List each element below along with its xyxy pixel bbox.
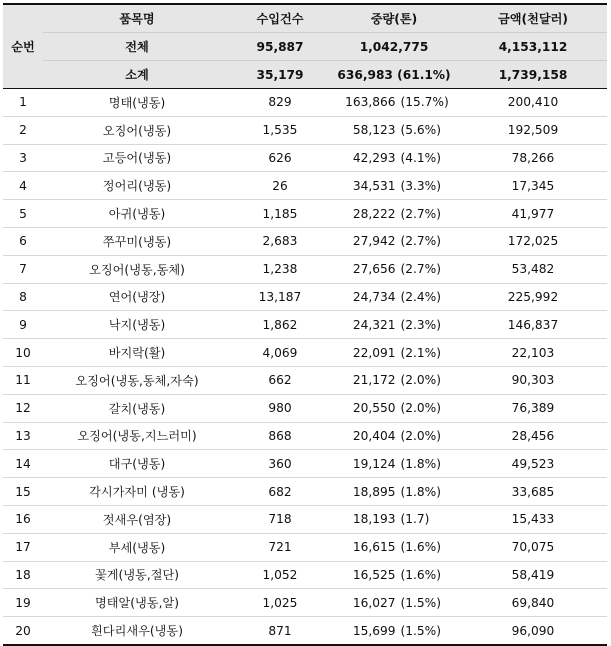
- row-num: 18: [3, 561, 43, 589]
- subtotal-label: 소계: [43, 61, 231, 89]
- row-num: 9: [3, 311, 43, 339]
- table-body: [3, 89, 607, 645]
- row-weight: 24,321: [352, 317, 396, 332]
- row-amount: 192,509: [459, 116, 607, 144]
- total-weight: 1,042,775: [329, 33, 459, 61]
- row-item: 연어(냉장): [43, 283, 231, 311]
- row-weight-cell: [329, 116, 459, 144]
- row-num: 3: [3, 144, 43, 172]
- row-count: 1,025: [231, 589, 329, 617]
- row-count: 829: [231, 89, 329, 117]
- row-weight-cell: [329, 144, 459, 172]
- row-item: 오징어(냉동,지느러미): [43, 422, 231, 450]
- row-num: 4: [3, 172, 43, 200]
- row-num: 7: [3, 255, 43, 283]
- row-count: 26: [231, 172, 329, 200]
- row-amount: 58,419: [459, 561, 607, 589]
- row-amount: 172,025: [459, 227, 607, 255]
- table-row: [3, 172, 607, 200]
- row-num: 1: [3, 89, 43, 117]
- row-weight: 18,193: [352, 512, 396, 527]
- row-pct: (5.6%): [400, 123, 441, 138]
- row-item: 쭈꾸미(냉동): [43, 227, 231, 255]
- subtotal-weight-cell: [329, 61, 459, 89]
- table-row: [3, 116, 607, 144]
- row-weight-cell: [329, 589, 459, 617]
- row-amount: 70,075: [459, 533, 607, 561]
- row-item: 오징어(냉동,동체): [43, 255, 231, 283]
- row-num: 11: [3, 366, 43, 394]
- row-num: 20: [3, 617, 43, 645]
- row-item: 오징어(냉동): [43, 116, 231, 144]
- row-amount: 225,992: [459, 283, 607, 311]
- total-row: [3, 33, 607, 61]
- row-weight-cell: [329, 533, 459, 561]
- header-amount: 금액(천달러): [459, 4, 607, 33]
- row-item: 오징어(냉동,동체,자숙): [43, 366, 231, 394]
- row-item: 정어리(냉동): [43, 172, 231, 200]
- row-amount: 15,433: [459, 505, 607, 533]
- row-item: 아귀(냉동): [43, 200, 231, 228]
- row-weight: 58,123: [352, 123, 396, 138]
- total-amount: 4,153,112: [459, 33, 607, 61]
- row-count: 682: [231, 478, 329, 506]
- row-pct: (2.7%): [400, 234, 441, 249]
- row-pct: (2.7%): [400, 262, 441, 277]
- row-weight: 28,222: [352, 206, 396, 221]
- row-count: 718: [231, 505, 329, 533]
- row-weight-cell: [329, 450, 459, 478]
- row-pct: (1.5%): [400, 623, 441, 638]
- row-weight: 27,942: [352, 234, 396, 249]
- row-num: 16: [3, 505, 43, 533]
- row-weight: 27,656: [352, 262, 396, 277]
- row-item: 흰다리새우(냉동): [43, 617, 231, 645]
- row-num: 5: [3, 200, 43, 228]
- table-row: [3, 200, 607, 228]
- row-amount: 41,977: [459, 200, 607, 228]
- table-row: [3, 533, 607, 561]
- row-pct: (1.7): [400, 512, 430, 527]
- subtotal-row: [3, 61, 607, 89]
- table-row: [3, 505, 607, 533]
- row-weight: 16,615: [352, 540, 396, 555]
- header-num: 순번: [3, 4, 43, 89]
- table-row: [3, 89, 607, 117]
- header-count: 수입건수: [231, 4, 329, 33]
- row-amount: 90,303: [459, 366, 607, 394]
- row-weight-cell: [329, 366, 459, 394]
- table-row: [3, 311, 607, 339]
- row-count: 13,187: [231, 283, 329, 311]
- row-num: 17: [3, 533, 43, 561]
- table-row: [3, 366, 607, 394]
- row-pct: (3.3%): [400, 178, 441, 193]
- row-count: 1,238: [231, 255, 329, 283]
- table-row: [3, 339, 607, 367]
- row-amount: 76,389: [459, 394, 607, 422]
- row-num: 8: [3, 283, 43, 311]
- row-weight-cell: [329, 227, 459, 255]
- row-weight: 21,172: [352, 373, 396, 388]
- total-label: 전체: [43, 33, 231, 61]
- row-weight-cell: [329, 200, 459, 228]
- row-pct: (1.6%): [400, 567, 441, 582]
- row-weight: 19,124: [352, 456, 396, 471]
- row-weight-cell: [329, 478, 459, 506]
- subtotal-weight: 636,983: [337, 67, 393, 82]
- row-count: 1,535: [231, 116, 329, 144]
- row-amount: 17,345: [459, 172, 607, 200]
- row-pct: (2.1%): [400, 345, 441, 360]
- row-weight-cell: [329, 394, 459, 422]
- row-pct: (2.4%): [400, 289, 441, 304]
- import-table: [3, 3, 607, 646]
- row-weight-cell: [329, 89, 459, 117]
- row-count: 980: [231, 394, 329, 422]
- row-weight: 163,866: [345, 95, 396, 110]
- row-weight: 22,091: [352, 345, 396, 360]
- row-item: 바지락(활): [43, 339, 231, 367]
- row-weight-cell: [329, 311, 459, 339]
- row-pct: (4.1%): [400, 150, 441, 165]
- row-amount: 28,456: [459, 422, 607, 450]
- row-weight: 42,293: [352, 150, 396, 165]
- row-count: 4,069: [231, 339, 329, 367]
- table-row: [3, 394, 607, 422]
- row-count: 1,862: [231, 311, 329, 339]
- row-num: 10: [3, 339, 43, 367]
- row-weight: 16,027: [352, 595, 396, 610]
- table-row: [3, 144, 607, 172]
- table-row: [3, 255, 607, 283]
- row-weight-cell: [329, 505, 459, 533]
- table-row: [3, 478, 607, 506]
- row-count: 871: [231, 617, 329, 645]
- row-num: 14: [3, 450, 43, 478]
- row-count: 2,683: [231, 227, 329, 255]
- table-row: [3, 283, 607, 311]
- row-amount: 78,266: [459, 144, 607, 172]
- row-weight-cell: [329, 172, 459, 200]
- row-num: 6: [3, 227, 43, 255]
- row-amount: 33,685: [459, 478, 607, 506]
- row-count: 662: [231, 366, 329, 394]
- row-pct: (2.0%): [400, 428, 441, 443]
- row-pct: (15.7%): [400, 95, 449, 110]
- subtotal-pct: (61.1%): [397, 67, 451, 82]
- row-amount: 49,523: [459, 450, 607, 478]
- row-pct: (1.6%): [400, 540, 441, 555]
- total-count: 95,887: [231, 33, 329, 61]
- row-count: 626: [231, 144, 329, 172]
- row-weight: 15,699: [352, 623, 396, 638]
- row-weight-cell: [329, 422, 459, 450]
- row-amount: 69,840: [459, 589, 607, 617]
- row-item: 명태(냉동): [43, 89, 231, 117]
- row-pct: (1.5%): [400, 595, 441, 610]
- row-item: 대구(냉동): [43, 450, 231, 478]
- row-weight-cell: [329, 561, 459, 589]
- row-weight-cell: [329, 617, 459, 645]
- row-weight: 24,734: [352, 289, 396, 304]
- row-item: 명태알(냉동,알): [43, 589, 231, 617]
- subtotal-count: 35,179: [231, 61, 329, 89]
- header-item: 품목명: [43, 4, 231, 33]
- table-header: [3, 4, 607, 89]
- row-weight: 20,404: [352, 428, 396, 443]
- row-pct: (2.7%): [400, 206, 441, 221]
- row-amount: 146,837: [459, 311, 607, 339]
- row-count: 868: [231, 422, 329, 450]
- row-amount: 96,090: [459, 617, 607, 645]
- row-weight-cell: [329, 283, 459, 311]
- row-item: 고등어(냉동): [43, 144, 231, 172]
- row-count: 1,052: [231, 561, 329, 589]
- row-item: 각시가자미 (냉동): [43, 478, 231, 506]
- row-weight: 20,550: [352, 401, 396, 416]
- row-weight-cell: [329, 339, 459, 367]
- row-num: 19: [3, 589, 43, 617]
- row-item: 갈치(냉동): [43, 394, 231, 422]
- table-row: [3, 561, 607, 589]
- table-row: [3, 617, 607, 645]
- row-pct: (2.0%): [400, 373, 441, 388]
- row-weight: 18,895: [352, 484, 396, 499]
- row-count: 360: [231, 450, 329, 478]
- row-amount: 22,103: [459, 339, 607, 367]
- row-num: 12: [3, 394, 43, 422]
- header-weight: 중량(톤): [329, 4, 459, 33]
- row-pct: (2.3%): [400, 317, 441, 332]
- row-item: 부세(냉동): [43, 533, 231, 561]
- subtotal-amount: 1,739,158: [459, 61, 607, 89]
- row-num: 2: [3, 116, 43, 144]
- row-pct: (2.0%): [400, 401, 441, 416]
- row-item: 낙지(냉동): [43, 311, 231, 339]
- row-amount: 200,410: [459, 89, 607, 117]
- row-count: 721: [231, 533, 329, 561]
- table-row: [3, 589, 607, 617]
- row-weight-cell: [329, 255, 459, 283]
- table-row: [3, 450, 607, 478]
- row-num: 13: [3, 422, 43, 450]
- row-weight: 16,525: [352, 567, 396, 582]
- table-row: [3, 422, 607, 450]
- table-row: [3, 227, 607, 255]
- row-item: 젓새우(염장): [43, 505, 231, 533]
- row-pct: (1.8%): [400, 456, 441, 471]
- row-pct: (1.8%): [400, 484, 441, 499]
- row-count: 1,185: [231, 200, 329, 228]
- row-amount: 53,482: [459, 255, 607, 283]
- row-num: 15: [3, 478, 43, 506]
- row-weight: 34,531: [352, 178, 396, 193]
- row-item: 꽃게(냉동,절단): [43, 561, 231, 589]
